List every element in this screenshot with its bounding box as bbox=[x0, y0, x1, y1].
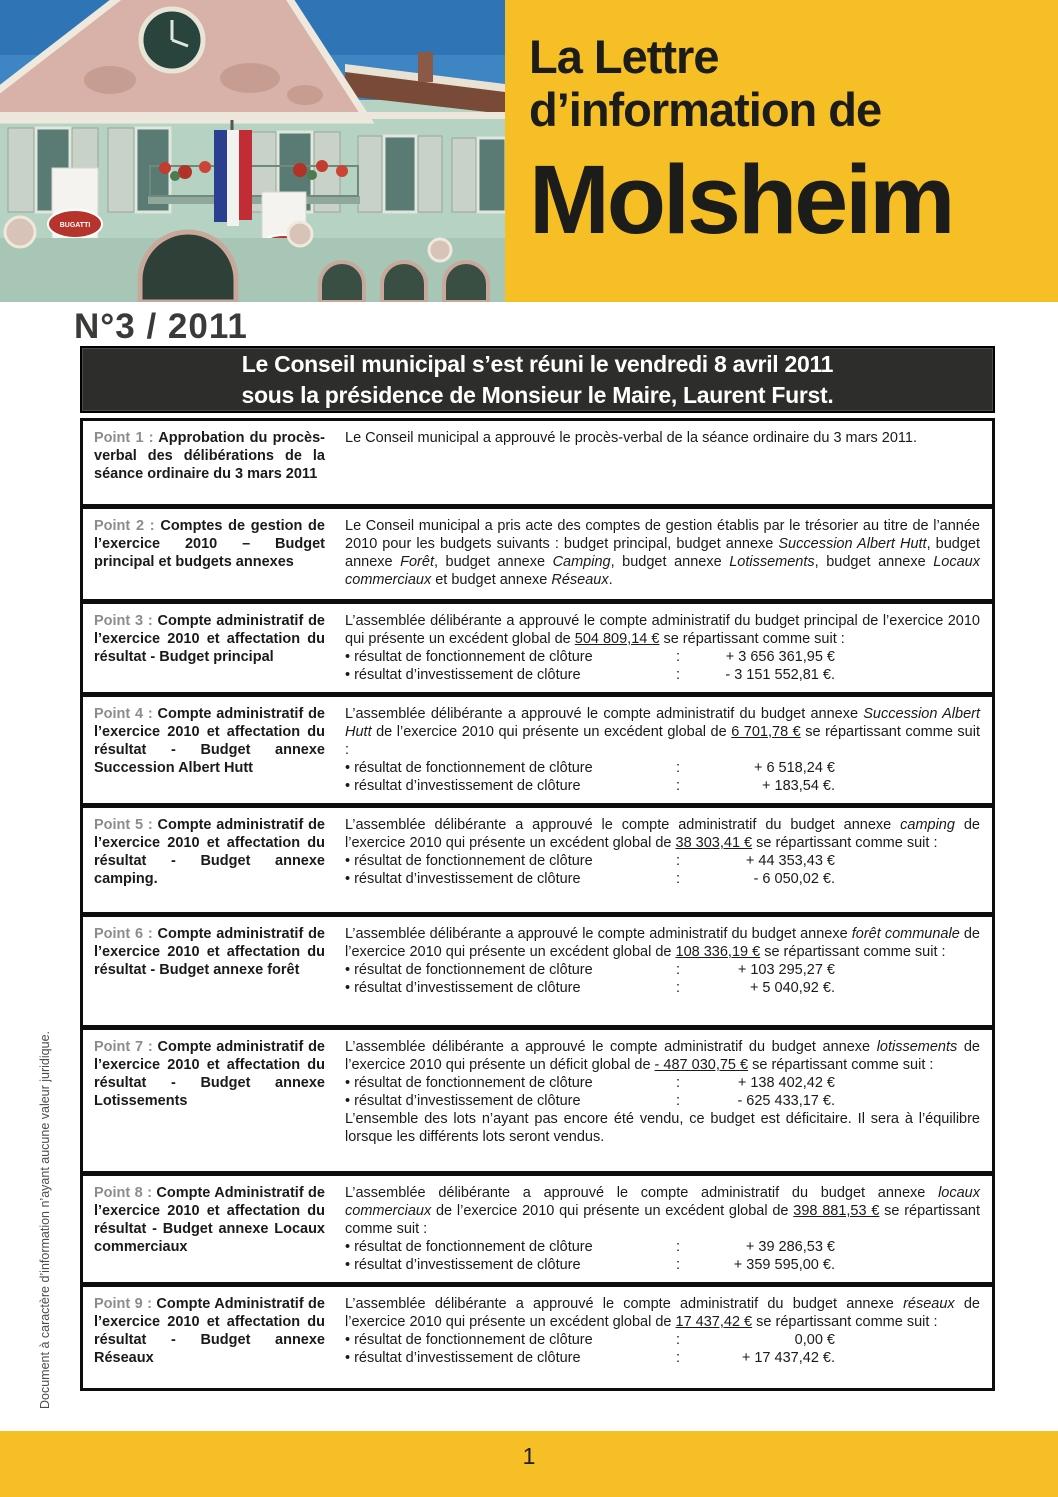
point-title-cell bbox=[83, 697, 335, 803]
body-paragraph: L’assemblée délibérante a approuvé le compte administratif du budget annexe lotissements de l’exercice 2010 qui présente un déficit global de - 487 030,75 € se répartissant comme suit : bbox=[345, 1039, 980, 1073]
point-title-cell bbox=[83, 421, 335, 504]
issue-number: N°3 / 2011 bbox=[74, 307, 248, 346]
result-line: • résultat de fonctionnement de clôture : + 39 286,53 € bbox=[345, 1239, 835, 1255]
point-title-cell bbox=[83, 1176, 335, 1282]
header bbox=[0, 0, 1058, 302]
masthead bbox=[505, 0, 1058, 302]
table-row bbox=[83, 803, 992, 912]
table-row bbox=[83, 1282, 992, 1388]
point-title-text: Approbation du procès-verbal des délibérations de la séance ordinaire du 3 mars 2011 bbox=[94, 430, 325, 482]
masthead-line2: d’information de bbox=[529, 83, 882, 136]
point-body bbox=[335, 1030, 992, 1171]
point-label: Point 6 : bbox=[94, 926, 153, 942]
point-label: Point 1 : bbox=[94, 430, 154, 446]
point-title-cell bbox=[83, 604, 335, 692]
result-line: • résultat de fonctionnement de clôture : + 6 518,24 € bbox=[345, 760, 835, 776]
legal-side-note: Document à caractère d’information n’ayant aucune valeur juridique. bbox=[38, 1031, 52, 1409]
result-line: • résultat d’investissement de clôture : + 183,54 €. bbox=[345, 778, 835, 794]
point-title-cell bbox=[83, 1287, 335, 1388]
result-line: • résultat de fonctionnement de clôture : 0,00 € bbox=[345, 1332, 835, 1348]
point-title-cell bbox=[83, 917, 335, 1025]
body-paragraph: L’assemblée délibérante a approuvé le compte administratif du budget annexe camping de l’exercice 2010 qui présente un excédent global de 38 303,41 € se répartissant comme suit : bbox=[345, 817, 980, 851]
chimney bbox=[418, 52, 433, 82]
point-title-text: Compte administratif de l’exercice 2010 et affectation du résultat - Budget annexe forêt bbox=[94, 926, 325, 978]
result-line: • résultat d’investissement de clôture : + 17 437,42 €. bbox=[345, 1350, 835, 1366]
point-title-cell bbox=[83, 509, 335, 599]
point-body bbox=[335, 421, 992, 504]
point-label: Point 3 : bbox=[94, 613, 153, 629]
result-line: • résultat d’investissement de clôture : + 359 595,00 €. bbox=[345, 1257, 835, 1273]
point-title-cell bbox=[83, 1030, 335, 1171]
point-label: Point 4 : bbox=[94, 706, 153, 722]
result-line: • résultat de fonctionnement de clôture : + 3 656 361,95 € bbox=[345, 649, 835, 665]
table-row bbox=[83, 1025, 992, 1171]
points-table bbox=[80, 418, 995, 1391]
point-title-text: Compte administratif de l’exercice 2010 et affectation du résultat - Budget annexe camping. bbox=[94, 817, 325, 887]
point-label: Point 9 : bbox=[94, 1296, 152, 1312]
point-body bbox=[335, 1287, 992, 1388]
table-row bbox=[83, 421, 992, 504]
point-title-text: Compte administratif de l’exercice 2010 et affectation du résultat - Budget annexe Succession Albert Hutt bbox=[94, 706, 325, 776]
result-line: • résultat de fonctionnement de clôture : + 44 353,43 € bbox=[345, 853, 835, 869]
point-body bbox=[335, 1176, 992, 1282]
table-row bbox=[83, 504, 992, 599]
body-paragraph: Le Conseil municipal a approuvé le procès-verbal de la séance ordinaire du 3 mars 2011. bbox=[345, 430, 918, 446]
point-body bbox=[335, 604, 992, 692]
point-body bbox=[335, 917, 992, 1025]
town-hall-photo-art bbox=[0, 0, 505, 302]
body-paragraph: L’assemblée délibérante a approuvé le compte administratif du budget principal de l’exercice 2010 qui présente un excédent global de 504 809,14 € se répartissant comme suit : bbox=[345, 613, 980, 647]
body-paragraph: L’assemblée délibérante a approuvé le compte administratif du budget annexe locaux commerciaux de l’exercice 2010 qui présente un excédent global de 398 881,53 € se répartissant comme suit : bbox=[345, 1185, 980, 1237]
point-title-text: Compte administratif de l’exercice 2010 et affectation du résultat - Budget principal bbox=[94, 613, 325, 665]
result-line: • résultat d’investissement de clôture : - 3 151 552,81 €. bbox=[345, 667, 835, 683]
result-line: • résultat d’investissement de clôture : + 5 040,92 €. bbox=[345, 980, 835, 996]
body-paragraph: L’assemblée délibérante a approuvé le compte administratif du budget annexe Succession Albert Hutt de l’exercice 2010 qui présente un excédent global de 6 701,78 € se répartissant comme suit : bbox=[345, 706, 980, 758]
svg-text:BUGATTI: BUGATTI bbox=[59, 222, 91, 229]
result-line: • résultat d’investissement de clôture : - 6 050,02 €. bbox=[345, 871, 835, 887]
point-label: Point 5 : bbox=[94, 817, 153, 833]
clock-icon bbox=[141, 9, 203, 71]
point-title-text: Compte Administratif de l’exercice 2010 et affectation du résultat - Budget annexe Locaux commerciaux bbox=[94, 1185, 325, 1255]
body-paragraph: L’ensemble des lots n’ayant pas encore été vendu, ce budget est déficitaire. Il sera à l’équilibre lorsque les différents lots seront vendus. bbox=[345, 1111, 980, 1145]
table-row bbox=[83, 912, 992, 1025]
council-banner-line1: Le Conseil municipal s’est réuni le vendredi 8 avril 2011 bbox=[241, 350, 834, 377]
masthead-city: Molsheim bbox=[529, 145, 953, 254]
point-body bbox=[335, 509, 992, 599]
point-label: Point 8 : bbox=[94, 1185, 152, 1201]
town-hall-photo bbox=[0, 0, 505, 302]
point-label: Point 7 : bbox=[94, 1039, 153, 1055]
point-label: Point 2 : bbox=[94, 518, 155, 534]
point-body bbox=[335, 697, 992, 803]
masthead-line1: La Lettre bbox=[529, 30, 719, 83]
point-title-text: Compte Administratif de l’exercice 2010 et affectation du résultat - Budget annexe Réseaux bbox=[94, 1296, 325, 1366]
council-banner bbox=[80, 346, 995, 413]
point-title-text: Comptes de gestion de l’exercice 2010 – Budget principal et budgets annexes bbox=[94, 518, 325, 570]
body-paragraph: L’assemblée délibérante a approuvé le compte administratif du budget annexe forêt communale de l’exercice 2010 qui présente un excédent global de 108 336,19 € se répartissant comme suit : bbox=[345, 926, 980, 960]
table-row bbox=[83, 1171, 992, 1282]
french-flag bbox=[214, 120, 252, 226]
result-line: • résultat de fonctionnement de clôture : + 138 402,42 € bbox=[345, 1075, 835, 1091]
point-body bbox=[335, 808, 992, 912]
point-title-text: Compte administratif de l’exercice 2010 et affectation du résultat - Budget annexe Lotissements bbox=[94, 1039, 325, 1109]
page-number: 1 bbox=[522, 1443, 536, 1469]
result-line: • résultat d’investissement de clôture : - 625 433,17 €. bbox=[345, 1093, 835, 1109]
point-title-cell bbox=[83, 808, 335, 912]
body-paragraph: Le Conseil municipal a pris acte des comptes de gestion établis par le trésorier au titre de l’année 2010 pour les budgets suivants : budget principal, budget annexe Succession Albert Hutt, budget annexe Forêt, budget annexe Camping, budget annexe Lotissements, budget annexe Locaux commerciaux et budget annexe Réseaux. bbox=[345, 518, 981, 588]
result-line: • résultat de fonctionnement de clôture : + 103 295,27 € bbox=[345, 962, 835, 978]
body-paragraph: L’assemblée délibérante a approuvé le compte administratif du budget annexe réseaux de l’exercice 2010 qui présente un excédent global de 17 437,42 € se répartissant comme suit : bbox=[345, 1296, 980, 1330]
table-row bbox=[83, 692, 992, 803]
council-banner-line2: sous la présidence de Monsieur le Maire, Laurent Furst. bbox=[241, 381, 834, 408]
table-row bbox=[83, 599, 992, 692]
footer bbox=[0, 1431, 1058, 1497]
